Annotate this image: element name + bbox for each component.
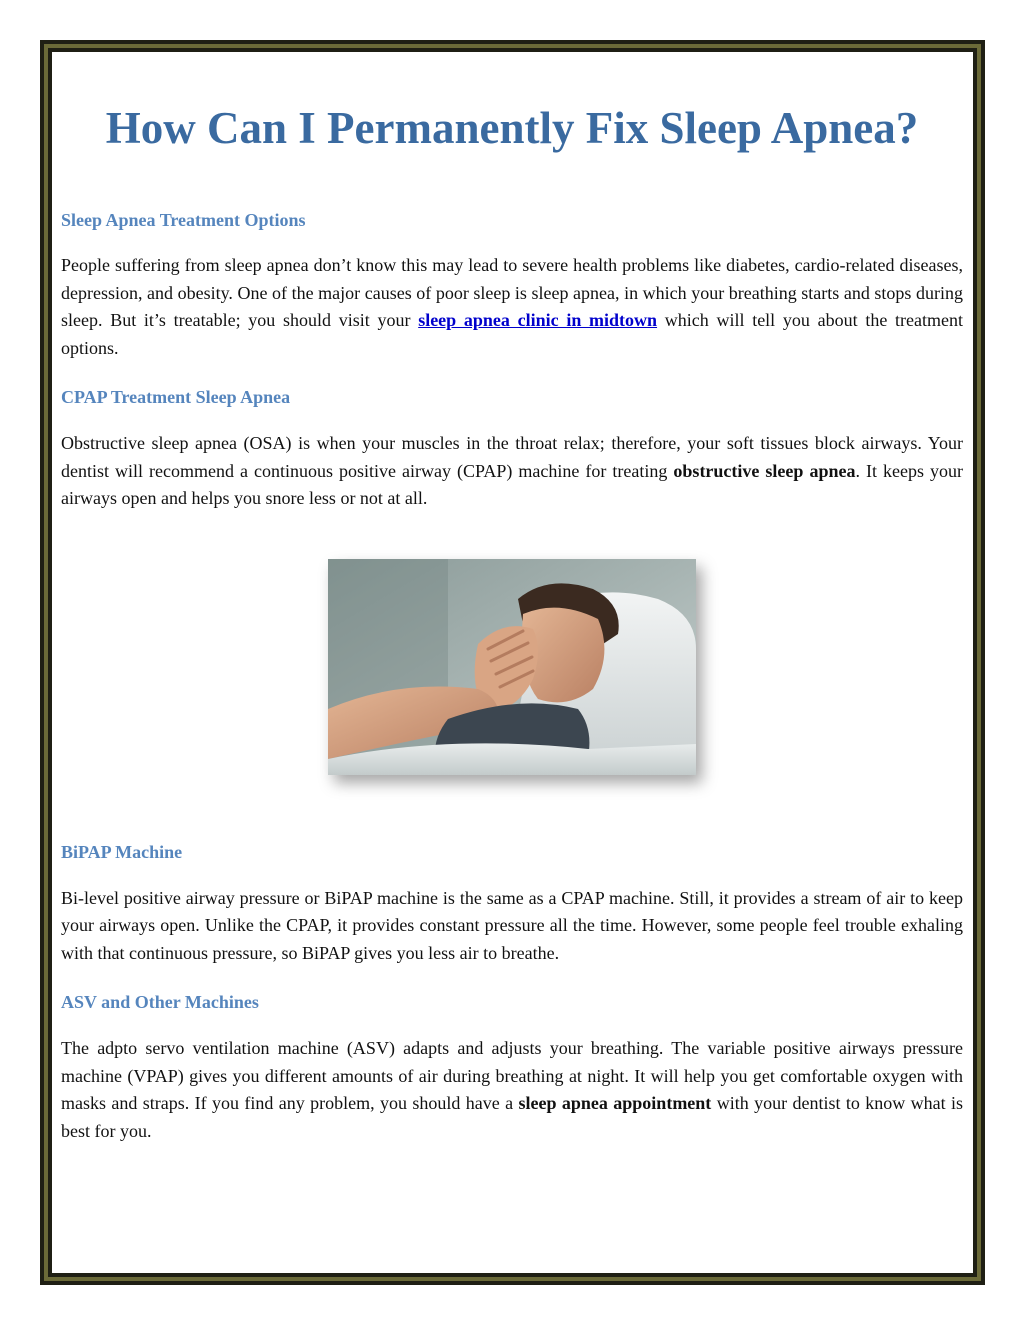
section-body-cpap <box>61 430 963 513</box>
section-body-bipap: Bi-level positive airway pressure or BiPAP machine is the same as a CPAP machine. Still, it provides a stream of air to keep your airways open. Unlike the CPAP, it provides constant pressure all the time. However, some people feel trouble exhaling with that continuous pressure, so BiPAP gives you less air to breathe. <box>61 887 963 963</box>
page-title: How Can I Permanently Fix Sleep Apnea? <box>105 103 919 153</box>
body-text: which will tell you about the treatment options. <box>61 310 963 358</box>
body-text: Obstructive sleep apnea (OSA) is when your muscles in the throat relax; therefore, your soft tissues block airways. Your dentist will recommend a continuous positive airway (CPAP) machine for treating <box>61 433 963 481</box>
article <box>61 80 963 1145</box>
section-body-asv <box>61 1035 963 1145</box>
body-text: with your dentist to know what is best for you. <box>61 1093 963 1141</box>
section-heading-cpap: CPAP Treatment Sleep Apnea <box>61 387 291 407</box>
section-heading-bipap: BiPAP Machine <box>61 841 183 862</box>
section-heading-treatment-options: Sleep Apnea Treatment Options <box>61 210 306 230</box>
body-text: People suffering from sleep apnea don’t know this may lead to severe health problems like diabetes, cardio-related diseases, depression, and obesity. One of the major causes of poor sleep is sleep apnea, in which your breathing starts and stops during sleep. But it’s treatable; you should visit your <box>61 255 963 330</box>
bold-term: sleep apnea appointment <box>518 1093 712 1113</box>
body-text: The adpto servo ventilation machine (ASV) adapts and adjusts your breathing. The variable positive airways pressure machine (VPAP) gives you different amounts of air during breathing at night. It will help you get comfortable oxygen with masks and straps. If you find any problem, you should have a <box>61 1038 963 1113</box>
body-text: . It keeps your airways open and helps you snore less or not at all. <box>61 460 963 508</box>
bold-term: obstructive sleep apnea <box>673 460 856 481</box>
sleeping-man-photo <box>328 559 696 775</box>
sleeping-man-illustration <box>328 559 696 775</box>
section-body-treatment-options <box>61 252 963 362</box>
section-heading-asv: ASV and Other Machines <box>61 992 259 1012</box>
sleep-apnea-clinic-link[interactable]: sleep apnea clinic in midtown <box>418 310 658 330</box>
